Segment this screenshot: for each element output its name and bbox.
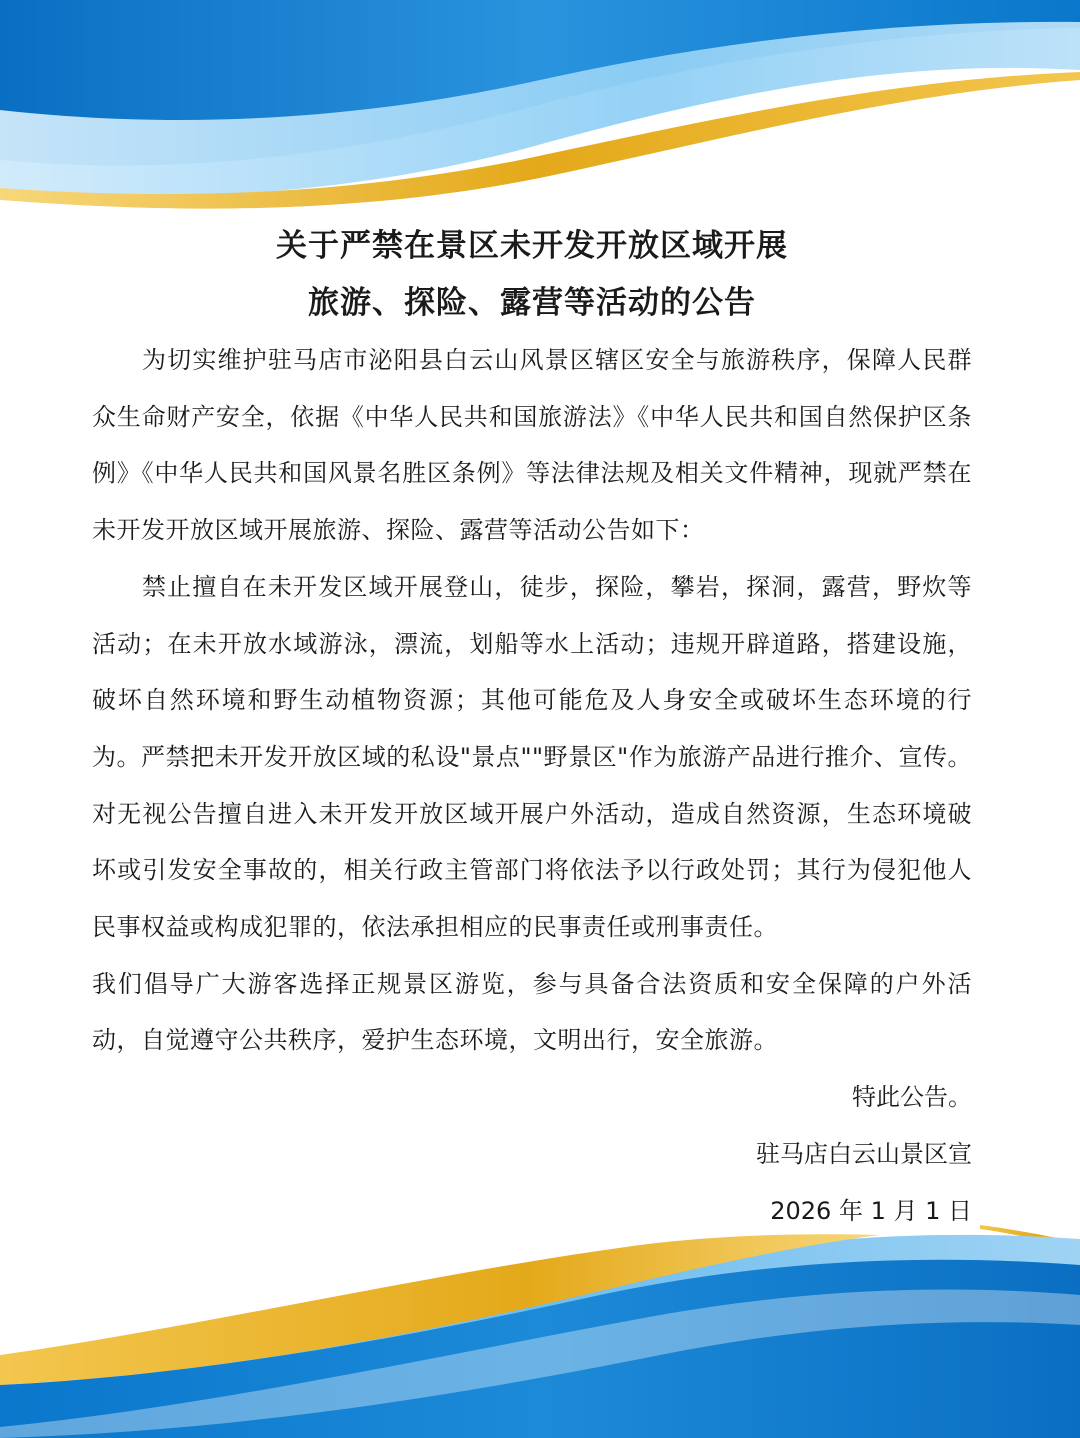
top-wave-decoration <box>0 0 1080 230</box>
issue-date: 2026 年 1 月 1 日 <box>770 1196 972 1225</box>
bottom-wave-decoration <box>0 1205 1080 1438</box>
title-line-1: 关于严禁在景区未开发开放区域开展 <box>276 228 788 264</box>
closing-text: 特此公告。 <box>852 1083 972 1112</box>
paragraph-advocacy: 我们倡导广大游客选择正规景区游览，参与具备合法资质和安全保障的户外活动，自觉遵守公共秩序，爱护生态环境，文明出行，安全旅游。 <box>92 969 972 1055</box>
issuer-name: 驻马店白云山景区宣 <box>756 1139 972 1168</box>
notice-document <box>92 218 972 1239</box>
title-line-2: 旅游、探险、露营等活动的公告 <box>308 285 756 321</box>
paragraph-intro: 为切实维护驻马店市泌阳县白云山风景区辖区安全与旅游秩序，保障人民群众生命财产安全，依据《中华人民共和国旅游法》《中华人民共和国自然保护区条例》《中华人民共和国风景名胜区条例》等法律法规及相关文件精神，现就严禁在未开发开放区域开展旅游、探险、露营等活动公告如下： <box>92 346 972 545</box>
paragraph-prohibitions: 禁止擅自在未开发区域开展登山，徒步，探险，攀岩，探洞，露营，野炊等活动；在未开放水域游泳，漂流，划船等水上活动；违规开辟道路，搭建设施，破坏自然环境和野生动植物资源；其他可能危及人身安全或破坏生态环境的行为。严禁把未开发开放区域的私设"景点""野景区"作为旅游产品进行推介、宣传。对无视公告擅自进入未开发开放区域开展户外活动，造成自然资源，生态环境破坏或引发安全事故的，相关行政主管部门将依法予以行政处罚；其行为侵犯他人民事权益或构成犯罪的，依法承担相应的民事责任或刑事责任。 <box>92 572 972 942</box>
notice-title <box>92 218 972 332</box>
